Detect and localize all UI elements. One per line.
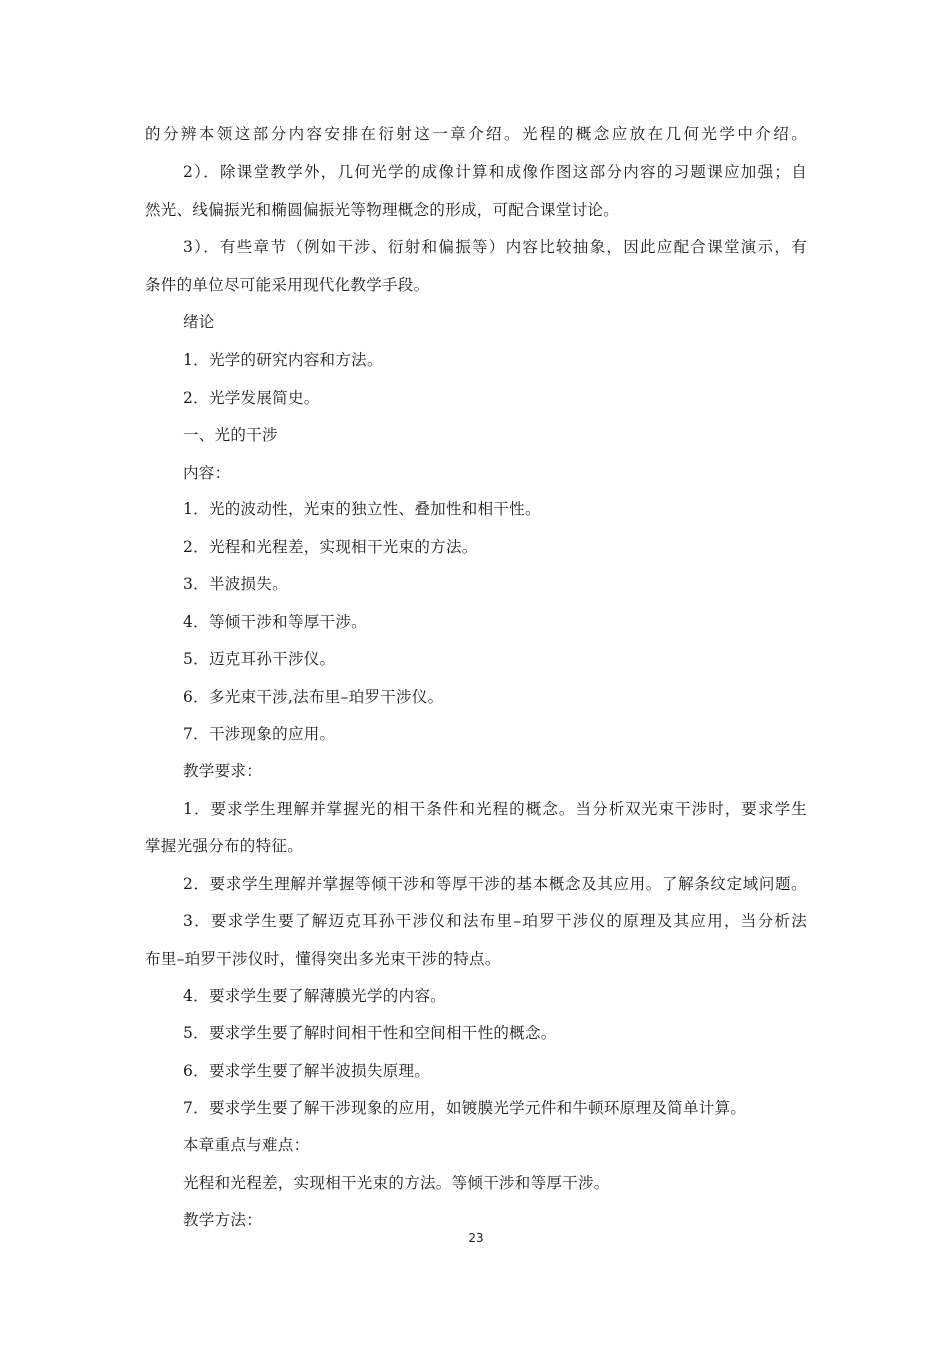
text-line: 然光、线偏振光和椭圆偏振光等物理概念的形成，可配合课堂讨论。 <box>145 201 620 219</box>
subsection-heading: 内容： <box>183 464 231 482</box>
list-item: 6．要求学生要了解半波损失原理。 <box>183 1062 431 1080</box>
section-heading: 绪论 <box>183 313 215 331</box>
list-item: 1．光的波动性，光束的独立性、叠加性和相干性。 <box>183 500 541 518</box>
text-line: 2）．除课堂教学外，几何光学的成像计算和成像作图这部分内容的习题课应加强；自 <box>183 163 807 181</box>
text-line: 掌握光强分布的特征。 <box>145 837 304 855</box>
text-line: 布里–珀罗干涉仪时，懂得突出多光束干涉的特点。 <box>145 950 501 968</box>
chapter-heading: 一、光的干涉 <box>183 426 278 444</box>
list-item: 6．多光束干涉,法布里–珀罗干涉仪。 <box>183 688 444 706</box>
list-item: 2．光程和光程差，实现相干光束的方法。 <box>183 538 478 556</box>
list-item: 2．要求学生理解并掌握等倾干涉和等厚干涉的基本概念及其应用。了解条纹定域问题。 <box>183 875 807 893</box>
list-item: 1．要求学生理解并掌握光的相干条件和光程的概念。当分析双光束干涉时，要求学生 <box>183 800 807 818</box>
text-line: 条件的单位尽可能采用现代化教学手段。 <box>145 276 430 294</box>
list-item: 5．要求学生要了解时间相干性和空间相干性的概念。 <box>183 1024 557 1042</box>
list-item: 1．光学的研究内容和方法。 <box>183 351 383 369</box>
list-item: 7．要求学生要了解干涉现象的应用，如镀膜光学元件和牛顿环原理及简单计算。 <box>183 1099 747 1117</box>
list-item: 4．要求学生要了解薄膜光学的内容。 <box>183 987 446 1005</box>
text-line: 的分辨本领这部分内容安排在衍射这一章介绍。光程的概念应放在几何光学中介绍。 <box>145 125 807 143</box>
list-item: 4．等倾干涉和等厚干涉。 <box>183 613 367 631</box>
list-item: 5．迈克耳孙干涉仪。 <box>183 650 336 668</box>
list-item: 7．干涉现象的应用。 <box>183 725 336 743</box>
subsection-heading: 教学方法： <box>183 1211 263 1229</box>
list-item: 3．要求学生要了解迈克耳孙干涉仪和法布里–珀罗干涉仪的原理及其应用，当分析法 <box>183 912 807 930</box>
page-number: 23 <box>468 1231 484 1245</box>
text-line: 3）．有些章节（例如干涉、衍射和偏振等）内容比较抽象，因此应配合课堂演示，有 <box>183 238 807 256</box>
subsection-heading: 本章重点与难点： <box>183 1136 310 1154</box>
list-item: 3．半波损失。 <box>183 575 288 593</box>
subsection-heading: 教学要求： <box>183 762 263 780</box>
text-line: 光程和光程差，实现相干光束的方法。等倾干涉和等厚干涉。 <box>183 1174 610 1192</box>
list-item: 2．光学发展简史。 <box>183 389 320 407</box>
